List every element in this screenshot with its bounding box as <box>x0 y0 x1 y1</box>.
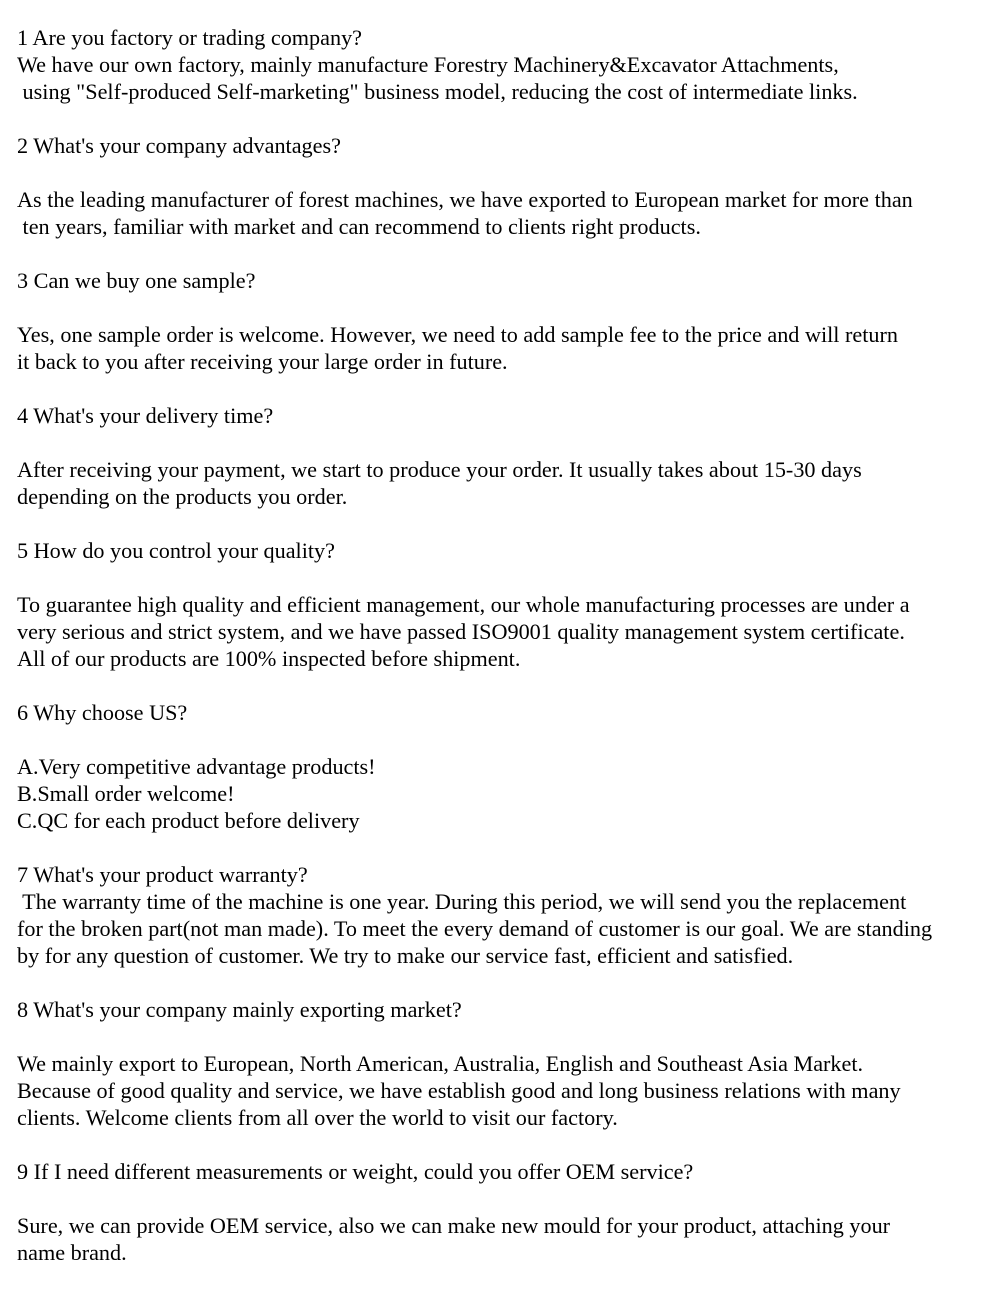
spacer <box>17 510 1000 537</box>
faq-question: 7 What's your product warranty? <box>17 862 308 887</box>
faq-item-4 <box>17 402 1000 510</box>
faq-answer-line: The warranty time of the machine is one year. During this period, we will send you the replacement <box>17 889 907 914</box>
faq-answer-line: clients. Welcome clients from all over the world to visit our factory. <box>17 1105 618 1130</box>
faq-answer-line: To guarantee high quality and efficient management, our whole manufacturing processes are under a <box>17 592 910 617</box>
faq-item-9 <box>17 1158 1000 1266</box>
spacer <box>17 294 1000 321</box>
spacer <box>17 672 1000 699</box>
faq-answer-line: very serious and strict system, and we have passed ISO9001 quality management system certificate. <box>17 619 905 644</box>
faq-item-6 <box>17 699 1000 834</box>
faq-document <box>17 24 1000 1266</box>
faq-answer-line: Yes, one sample order is welcome. However, we need to add sample fee to the price and will return <box>17 322 898 347</box>
spacer <box>17 564 1000 591</box>
faq-answer-line: A.Very competitive advantage products! <box>17 754 376 779</box>
faq-question: 8 What's your company mainly exporting market? <box>17 997 462 1022</box>
faq-item-5 <box>17 537 1000 672</box>
faq-answer-line: As the leading manufacturer of forest machines, we have exported to European market for more than <box>17 187 913 212</box>
spacer <box>17 105 1000 132</box>
faq-answer-line: ten years, familiar with market and can recommend to clients right products. <box>17 214 701 239</box>
faq-answer-line: B.Small order welcome! <box>17 781 235 806</box>
spacer <box>17 726 1000 753</box>
faq-answer-line: After receiving your payment, we start to produce your order. It usually takes about 15-30 days <box>17 457 862 482</box>
faq-question: 2 What's your company advantages? <box>17 133 341 158</box>
faq-item-7 <box>17 861 1000 969</box>
faq-item-1 <box>17 24 1000 105</box>
spacer <box>17 1185 1000 1212</box>
spacer <box>17 969 1000 996</box>
faq-answer-line: All of our products are 100% inspected before shipment. <box>17 646 521 671</box>
spacer <box>17 1131 1000 1158</box>
faq-answer-line: Sure, we can provide OEM service, also we can make new mould for your product, attaching your <box>17 1213 891 1238</box>
spacer <box>17 159 1000 186</box>
faq-question: 3 Can we buy one sample? <box>17 268 256 293</box>
spacer <box>17 1023 1000 1050</box>
faq-question: 4 What's your delivery time? <box>17 403 274 428</box>
faq-answer-line: depending on the products you order. <box>17 484 348 509</box>
faq-answer-line: Because of good quality and service, we have establish good and long business relations with many <box>17 1078 901 1103</box>
spacer <box>17 240 1000 267</box>
spacer <box>17 429 1000 456</box>
faq-question: 1 Are you factory or trading company? <box>17 25 363 50</box>
faq-answer-line: We mainly export to European, North American, Australia, English and Southeast Asia Market. <box>17 1051 864 1076</box>
faq-answer-line: name brand. <box>17 1240 127 1265</box>
faq-question: 5 How do you control your quality? <box>17 538 335 563</box>
spacer <box>17 834 1000 861</box>
faq-question: 6 Why choose US? <box>17 700 188 725</box>
faq-answer-line: C.QC for each product before delivery <box>17 808 360 833</box>
faq-item-2 <box>17 132 1000 240</box>
spacer <box>17 375 1000 402</box>
faq-answer-line: using "Self-produced Self-marketing" business model, reducing the cost of intermediate links. <box>17 79 858 104</box>
faq-answer-line: for the broken part(not man made). To meet the every demand of customer is our goal. We are standing <box>17 916 933 941</box>
faq-answer-line: by for any question of customer. We try to make our service fast, efficient and satisfied. <box>17 943 794 968</box>
faq-item-8 <box>17 996 1000 1131</box>
faq-answer-line: We have our own factory, mainly manufacture Forestry Machinery&Excavator Attachments, <box>17 52 839 77</box>
faq-item-3 <box>17 267 1000 375</box>
faq-question: 9 If I need different measurements or weight, could you offer OEM service? <box>17 1159 694 1184</box>
faq-answer-line: it back to you after receiving your large order in future. <box>17 349 508 374</box>
